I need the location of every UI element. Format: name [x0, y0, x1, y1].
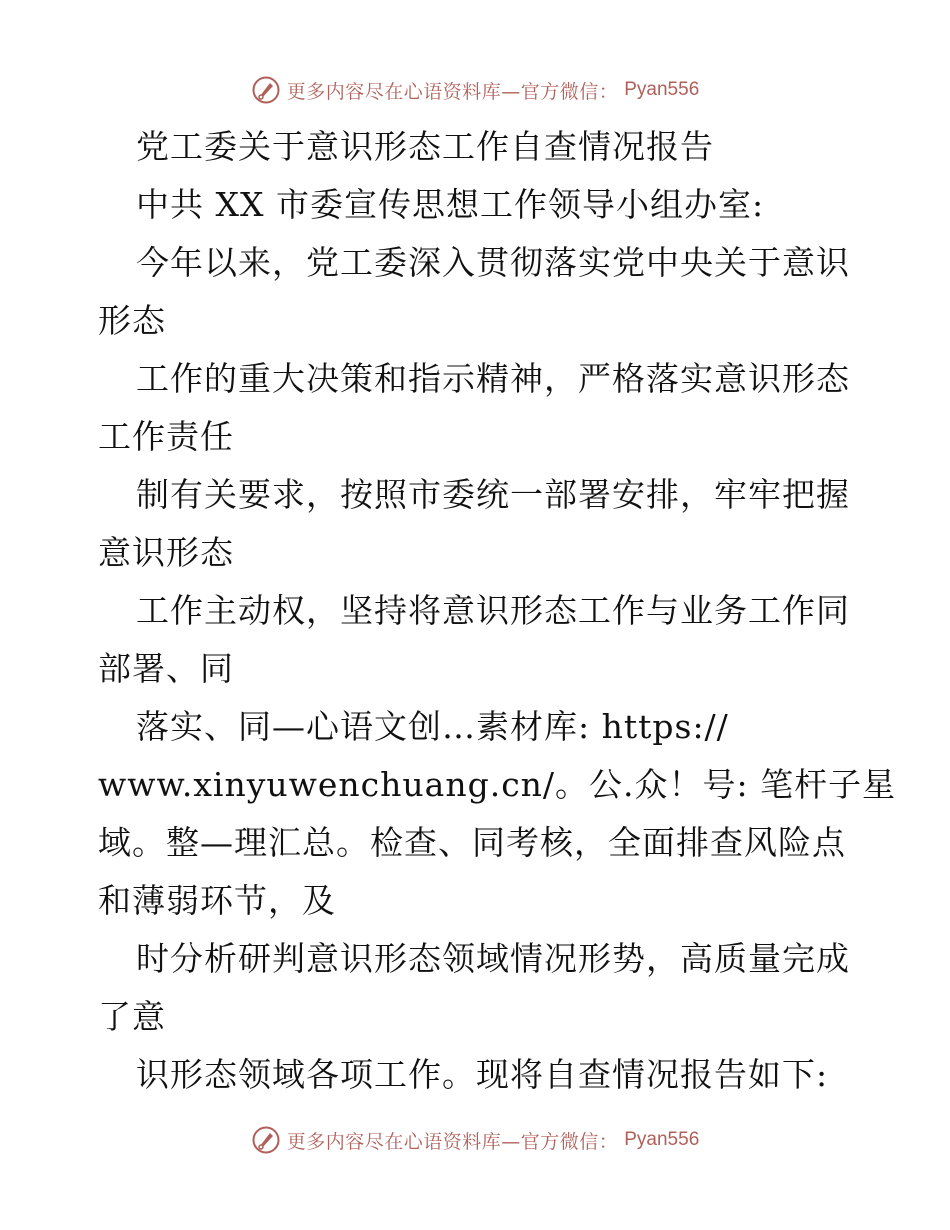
body-line: 今年以来，党工委深入贯彻落实党中央关于意识 — [136, 243, 850, 282]
body-line: 形态 — [98, 301, 166, 340]
footer-watermark — [0, 1120, 950, 1160]
body-line: 部署、同 — [98, 649, 234, 688]
watermark-text: 更多内容尽在心语资料库—官方微信： — [286, 1130, 619, 1153]
body-line: 意识形态 — [98, 533, 234, 572]
recipient-line: 中共 XX 市委宣传思想工作领导小组办室: — [136, 185, 765, 224]
body-line: 和薄弱环节，及 — [98, 881, 336, 920]
body-line: 工作的重大决策和指示精神，严格落实意识形态 — [136, 359, 850, 398]
watermark-wechat-id: Pyan556 — [624, 1129, 700, 1150]
document-title: 党工委关于意识形态工作自查情况报告 — [136, 127, 714, 166]
body-line: www.xinyuwenchuang.cn/。公.众！号: 笔杆子星 — [98, 765, 897, 804]
watermark-wechat-id: Pyan556 — [624, 79, 700, 100]
document-body — [98, 118, 897, 1104]
pen-nib-logo-icon — [251, 75, 281, 105]
header-watermark — [0, 70, 950, 110]
watermark-row — [251, 1125, 700, 1155]
pen-nib-logo-icon — [251, 1125, 281, 1155]
body-line: 工作主动权，坚持将意识形态工作与业务工作同 — [136, 591, 850, 630]
body-line: 落实、同—心语文创…素材库: https:// — [136, 707, 729, 746]
body-line: 工作责任 — [98, 417, 234, 456]
body-line: 域。整—理汇总。检查、同考核，全面排查风险点 — [98, 823, 846, 862]
watermark-text: 更多内容尽在心语资料库—官方微信： — [286, 80, 619, 103]
body-line: 识形态领域各项工作。现将自查情况报告如下: — [136, 1055, 829, 1094]
body-line: 了意 — [98, 997, 166, 1036]
watermark-row — [251, 75, 700, 105]
body-line: 制有关要求，按照市委统一部署安排，牢牢把握 — [136, 475, 850, 514]
body-line: 时分析研判意识形态领域情况形势，高质量完成 — [136, 939, 850, 978]
